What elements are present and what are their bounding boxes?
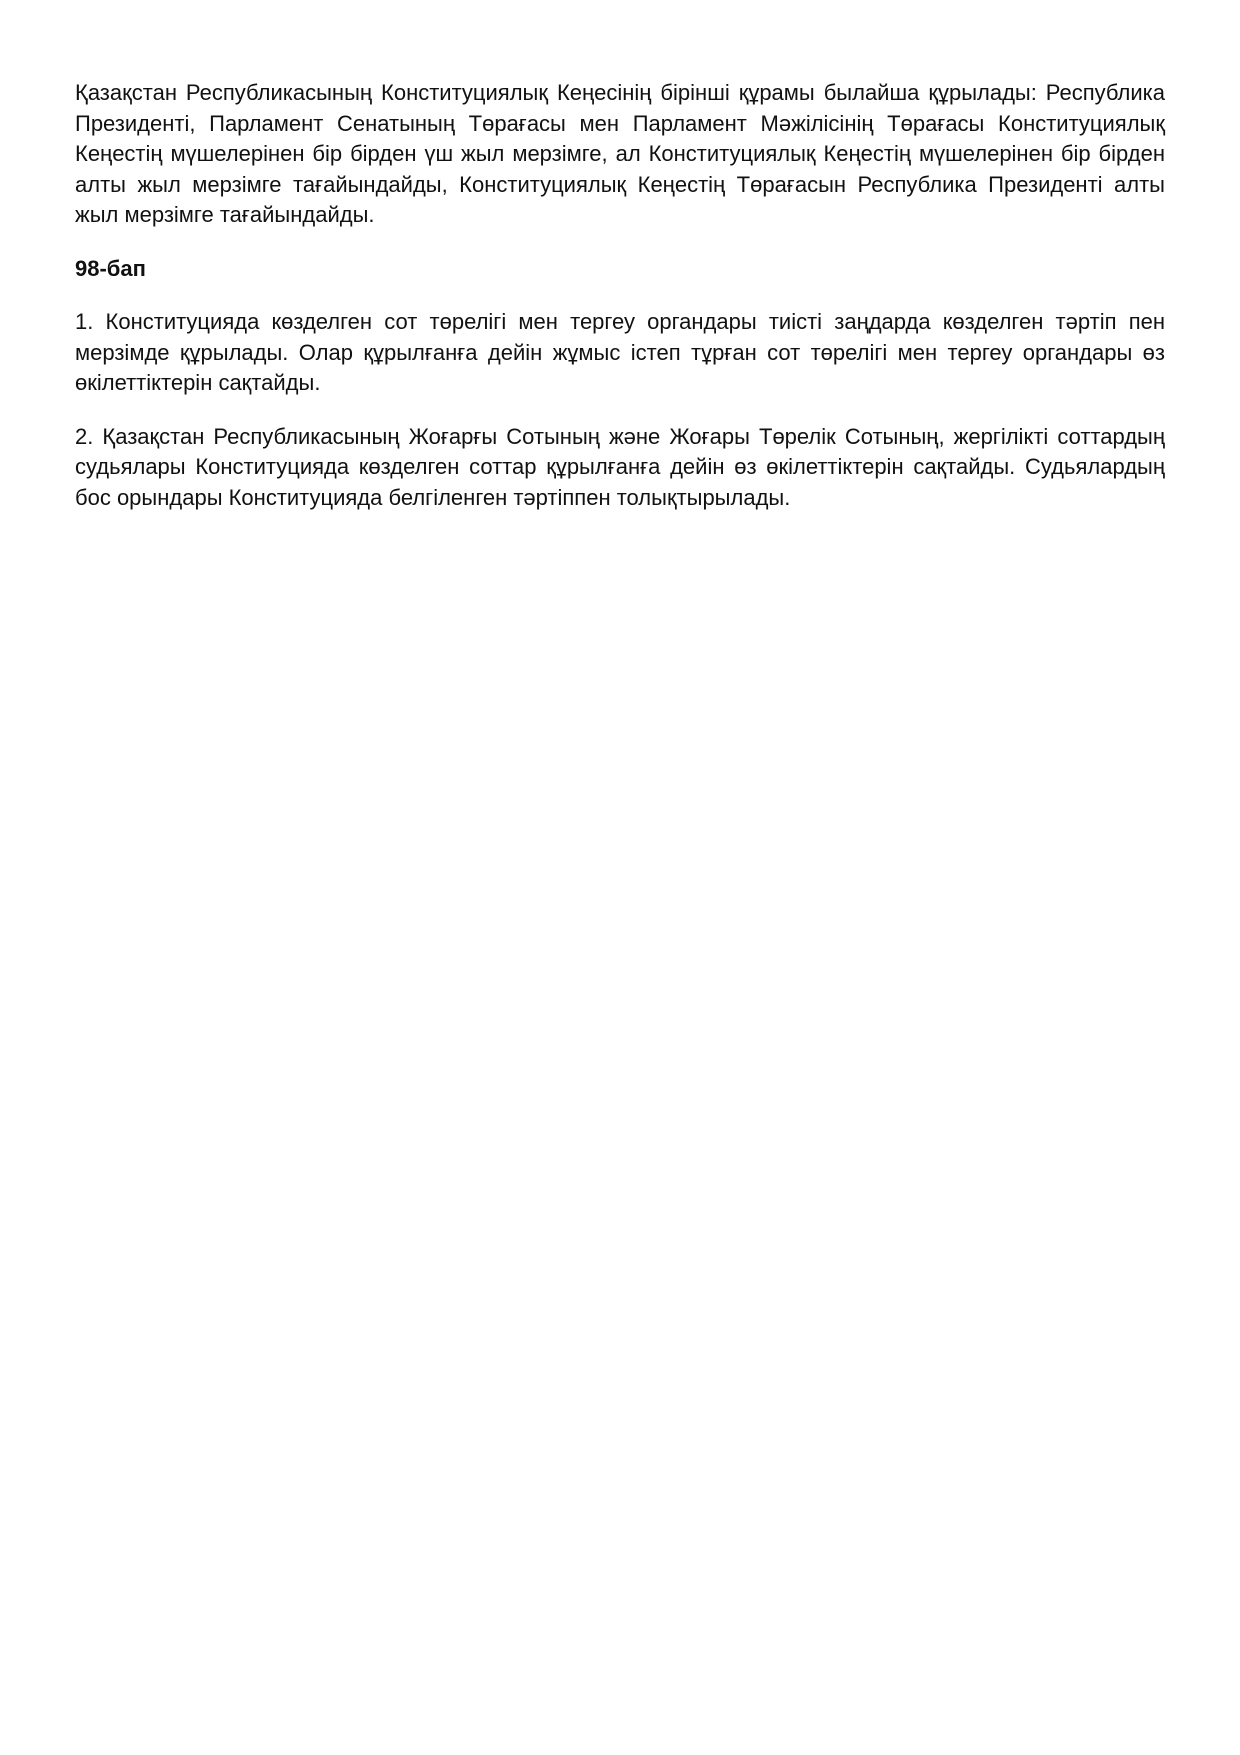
clause-1-paragraph: 1. Конституцияда көзделген сот төрелігі мен тергеу органдары тиісті заңдарда көзделген тәртіп пен мерзімде құрылады. Олар құрылғанға дейін жұмыс істеп тұрған сот төрелігі мен тергеу органдары өз өкілеттіктерін сақтайды. bbox=[75, 309, 1165, 395]
intro-paragraph: Қазақстан Республикасының Конституциялық Кеңесінің бірінші құрамы былайша құрылады: Республика Президенті, Парламент Сенатының Төрағасы мен Парламент Мәжілісінің Төрағасы Конституциялық Кеңестің мүшелерінен бір бірден үш жыл мерзімге, ал Конституциялық Кеңестің мүшелерінен бір бірден алты жыл мерзімге тағайындайды, Конституциялық Кеңестің Төрағасын Республика Президенті алты жыл мерзімге тағайындайды. bbox=[75, 80, 1165, 227]
clause-2-paragraph: 2. Қазақстан Республикасының Жоғарғы Сотының және Жоғары Төрелік Сотының, жергілікті соттардың судьялары Конституцияда көзделген соттар құрылғанға дейін өз өкілеттіктерін сақтайды. Судьялардың бос орындары Конституцияда белгіленген тәртіппен толықтырылады. bbox=[75, 423, 1165, 510]
document-page bbox=[75, 78, 1165, 536]
article-heading: 98-бап bbox=[75, 255, 146, 281]
